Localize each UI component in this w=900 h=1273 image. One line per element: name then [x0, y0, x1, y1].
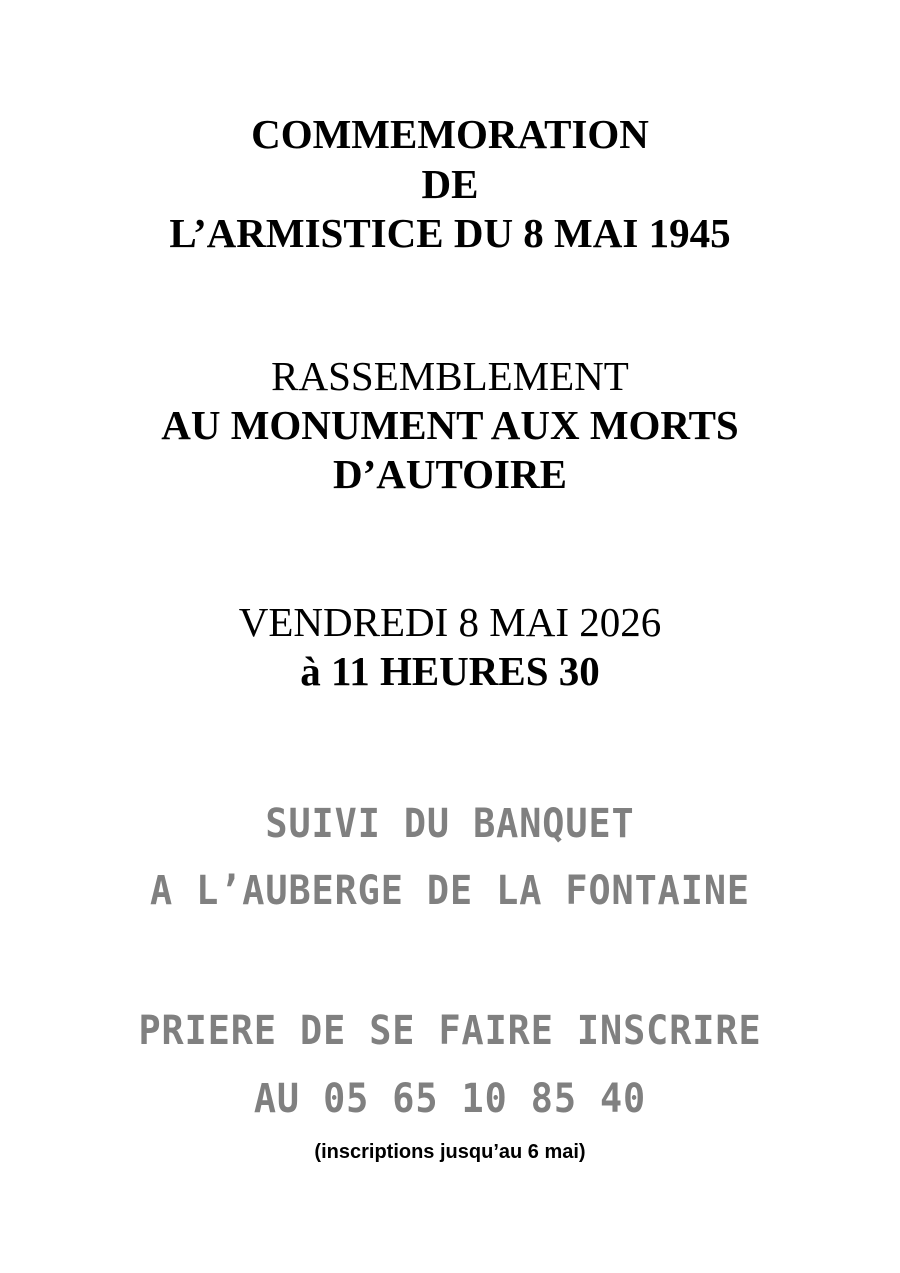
- registration-line-1: PRIERE DE SE FAIRE INSCRIRE: [138, 1008, 762, 1054]
- event-date: VENDREDI 8 MAI 2026: [238, 599, 662, 645]
- registration-deadline-note: (inscriptions jusqu’au 6 mai): [314, 1141, 586, 1163]
- gathering-line-1: RASSEMBLEMENT: [271, 353, 629, 399]
- gathering-line-3: D’AUTOIRE: [333, 451, 567, 497]
- event-title-line-3: L’ARMISTICE DU 8 MAI 1945: [169, 210, 731, 256]
- gathering-line-2: AU MONUMENT AUX MORTS: [161, 402, 739, 448]
- event-title-line-1: COMMEMORATION: [251, 111, 649, 157]
- banquet-line-1: SUIVI DU BANQUET: [265, 801, 635, 847]
- event-title-line-2: DE: [421, 161, 479, 207]
- event-time: à 11 HEURES 30: [300, 648, 600, 694]
- banquet-line-2: A L’AUBERGE DE LA FONTAINE: [150, 868, 750, 914]
- registration-phone: AU 05 65 10 85 40: [253, 1076, 647, 1122]
